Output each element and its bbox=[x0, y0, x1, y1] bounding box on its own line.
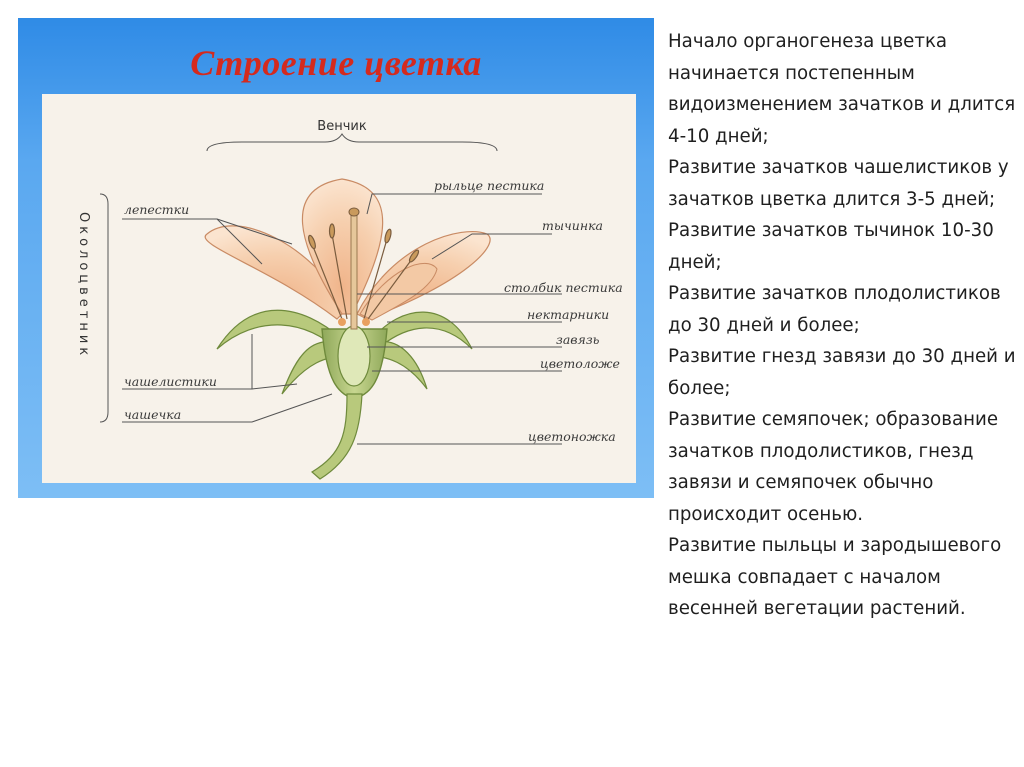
perianth-bracket bbox=[100, 194, 108, 422]
flower-diagram-svg bbox=[42, 94, 636, 483]
label-stamen: тычинка bbox=[542, 218, 604, 233]
perianth-label: Околоцветник bbox=[76, 212, 91, 360]
organogenesis-text bbox=[668, 26, 1016, 625]
label-petals: лепестки bbox=[124, 202, 190, 217]
label-sepals: чашелистики bbox=[124, 374, 217, 389]
label-pedicel: цветоножка bbox=[528, 429, 616, 444]
flower-structure-figure bbox=[18, 18, 654, 498]
text-paragraph: Развитие пыльцы и зародышевого мешка совпадает с началом весенней вегетации растений. bbox=[668, 535, 1002, 619]
figure-title: Строение цветка bbox=[190, 43, 482, 83]
text-paragraph: Развитие семяпочек; образование зачатков плодолистиков, гнезд завязи и семяпочек обычно происходит осенью. bbox=[668, 409, 999, 525]
label-calyx: чашечка bbox=[124, 407, 182, 422]
text-paragraph: Развитие гнезд завязи до 30 дней и более; bbox=[668, 346, 1016, 399]
text-paragraph: Развитие зачатков чашелистиков у зачатков цветка длится 3-5 дней; bbox=[668, 157, 1009, 210]
flower-diagram bbox=[42, 94, 636, 483]
text-paragraph: Развитие зачатков плодолистиков до 30 дней и более; bbox=[668, 283, 1001, 336]
label-receptacle: цветоложе bbox=[540, 356, 620, 371]
label-ovary: завязь bbox=[556, 332, 600, 347]
corolla-label: Венчик bbox=[317, 119, 367, 134]
label-style: столбик пестика bbox=[504, 280, 623, 295]
pedicel bbox=[312, 394, 362, 479]
corolla-brace bbox=[207, 134, 497, 151]
text-paragraph: Начало органогенеза цветка начинается постепенным видоизменением зачатков и длится 4-10 дней; bbox=[668, 31, 1016, 147]
text-paragraph: Развитие зачатков тычинок 10-30 дней; bbox=[668, 220, 994, 273]
label-nectaries: нектарники bbox=[527, 307, 610, 322]
label-stigma: рыльце пестика bbox=[434, 178, 545, 193]
